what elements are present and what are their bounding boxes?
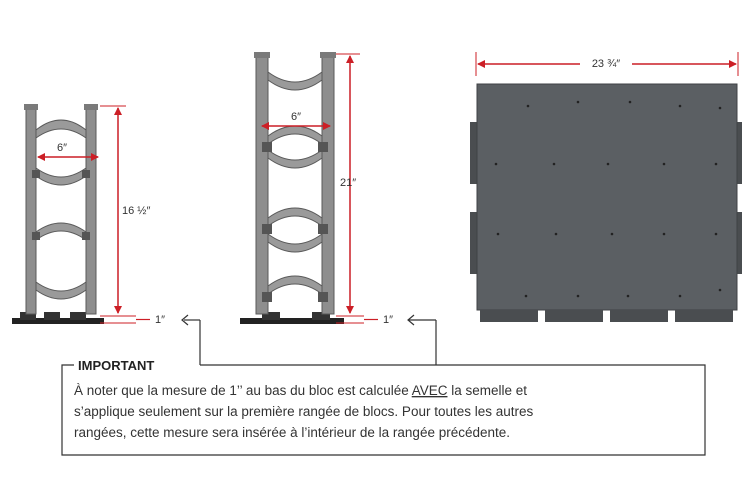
panel-width-label: 23 ¾″ <box>591 58 621 70</box>
tall-block-width-label: 6″ <box>290 111 302 123</box>
note-line-3: rangées, cette mesure sera insérée à l’intérieur de la rangée précédente. <box>74 425 511 440</box>
note-title: IMPORTANT <box>78 358 155 373</box>
note-line-2: s’applique seulement sur la première rangée de blocs. Pour toutes les autres <box>74 404 534 419</box>
small-block-base-label: 1″ <box>155 314 166 326</box>
tall-block <box>240 52 436 326</box>
small-block-width-label: 6″ <box>56 142 68 154</box>
small-block-right-post <box>86 106 96 314</box>
tall-block-base-label: 1″ <box>383 314 394 326</box>
small-block-left-post <box>26 106 36 314</box>
important-note <box>62 320 705 455</box>
note-line-1 <box>74 383 527 398</box>
tall-block-left-post <box>256 56 268 314</box>
panel-body <box>477 84 737 310</box>
note-line-1-end: la semelle et <box>447 383 528 398</box>
panel-top-view <box>470 52 742 322</box>
tall-block-height-label: 21″ <box>340 177 357 189</box>
tall-block-right-post <box>322 56 334 314</box>
small-block-height-label: 16 ½″ <box>122 205 151 217</box>
note-line-1-emphasis: AVEC <box>411 383 448 398</box>
small-block <box>12 104 200 326</box>
note-line-1-start: À noter que la mesure de 1’’ au bas du bloc est calculée <box>74 383 412 398</box>
